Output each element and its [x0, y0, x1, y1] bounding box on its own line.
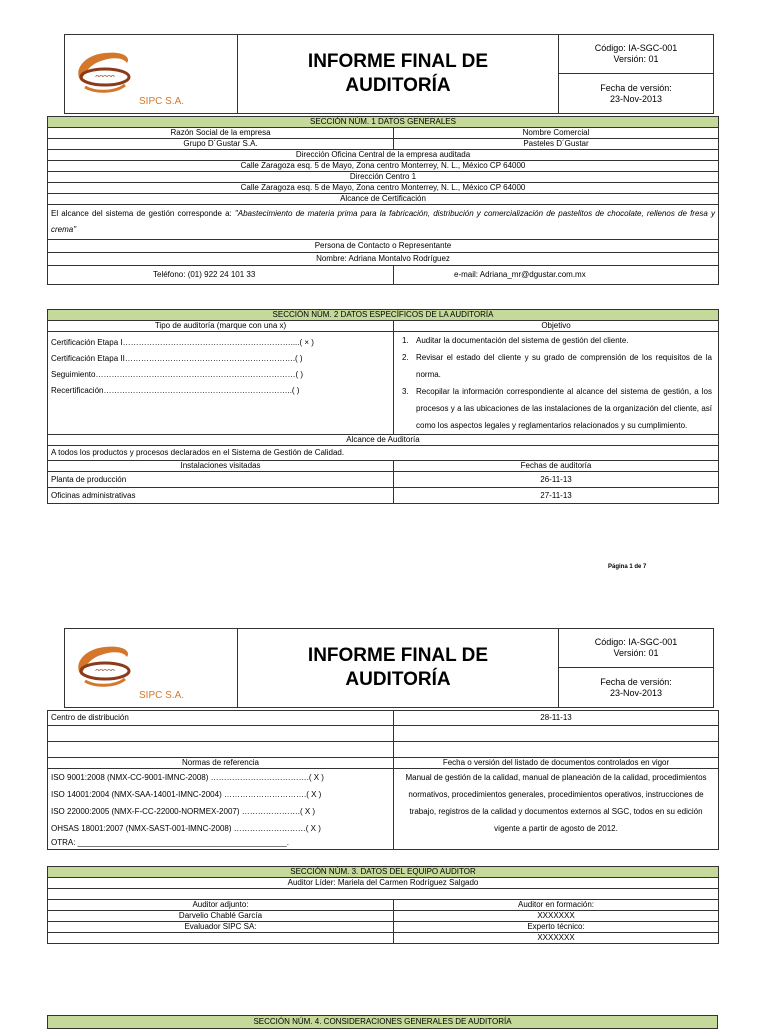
title-cell [238, 35, 559, 114]
dir-centro-label: Dirección Centro 1 [48, 172, 719, 183]
date-label: Fecha de versión: [600, 676, 672, 687]
tipo-item: Certificación Etapa II……………………………………………………….( ) [51, 354, 303, 363]
company-logo-icon [71, 43, 141, 99]
formacion-value: XXXXXXX [394, 911, 719, 922]
fecha-version-label: Fecha o versión del listado de documentos controlados en vigor [394, 758, 719, 769]
dir-central-label: Dirección Oficina Central de la empresa auditada [48, 150, 719, 161]
doc-code: Código: IA-SGC-001 [594, 43, 678, 53]
alcance-auditoria-text: A todos los productos y procesos declarados en el Sistema de Gestión de Calidad. [48, 446, 719, 461]
centro-date: 28-11-13 [394, 711, 719, 726]
objetivo-label: Objetivo [394, 321, 719, 332]
date-value: 23-Nov-2013 [609, 687, 663, 698]
section3-title: SECCIÓN NÚM. 3. DATOS DEL EQUIPO AUDITOR [48, 867, 719, 878]
norma-item: ISO 9001:2008 (NMX-CC-9001-IMNC-2008) ……………………………….( X ) [51, 773, 324, 782]
document-header-page2 [64, 628, 714, 708]
instalacion-name: Oficinas administrativas [48, 488, 394, 504]
adjunto-label: Auditor adjunto: [48, 900, 394, 911]
code-cell [559, 35, 714, 74]
tipo-item: Certificación Etapa I………………………………………………………....( × ) [51, 338, 314, 347]
title-cell [238, 629, 559, 708]
code-cell [559, 629, 714, 668]
telefono: Teléfono: (01) 922 24 101 33 [48, 266, 394, 285]
razon-label: Razón Social de la empresa [48, 128, 394, 139]
section1-table [47, 116, 719, 285]
title-line1: INFORME FINAL DE [307, 51, 489, 72]
razon-value: Grupo D´Gustar S.A. [48, 139, 394, 150]
section4-title: SECCIÓN NÚM. 4. CONSIDERACIONES GENERALES DE AUDITORÍA [48, 1016, 718, 1029]
title-line1: INFORME FINAL DE [307, 645, 489, 666]
section4-table [47, 1015, 718, 1029]
centro-name: Centro de distribución [48, 711, 394, 726]
objetivo-item: 1. Auditar la documentación del sistema de gestión del cliente. [402, 336, 629, 345]
page2-table [47, 710, 719, 850]
nombre-value: Pasteles D´Gustar [394, 139, 719, 150]
company-logo-icon [71, 637, 141, 693]
fecha-version-text: Manual de gestión de la calidad, manual de planeación de la calidad, procedimientos normativos, procedimientos generales, procedimientos operativos, instrucciones de trabajo, registros de la calidad y documentos externos al SGC, todos en su edición vigente a partir de agosto de 2012. [394, 769, 719, 850]
section3-table [47, 866, 719, 944]
alcance-auditoria-label: Alcance de Auditoría [48, 435, 719, 446]
alcance-text: "Abastecimiento de materia prima para la fabricación, distribución y comercialización de pastelitos de chocolate, rellenos de fresa y crema" [51, 209, 715, 234]
evaluador-label: Evaluador SIPC SA: [48, 922, 394, 933]
tipo-item: Recertificación……………………………………………………………..( ) [51, 386, 300, 395]
doc-code: Código: IA-SGC-001 [594, 637, 678, 647]
svg-text:ᴖᴖᴖᴖᴖ: ᴖᴖᴖᴖᴖ [95, 74, 115, 81]
dir-centro-value: Calle Zaragoza esq. 5 de Mayo, Zona centro Monterrey, N. L., México CP 64000 [48, 183, 719, 194]
title-line2: AUDITORÍA [345, 669, 451, 690]
norma-item: OTRA: _______________________________________________. [51, 838, 290, 847]
experto-value: XXXXXXX [394, 933, 719, 944]
instalacion-name: Planta de producción [48, 472, 394, 488]
fechas-label: Fechas de auditoría [394, 461, 719, 472]
formacion-label: Auditor en formación: [394, 900, 719, 911]
experto-label: Experto técnico: [394, 922, 719, 933]
instalacion-date: 27-11-13 [394, 488, 719, 504]
date-cell [559, 668, 714, 708]
objetivos-cell [394, 332, 719, 435]
alcance-label: Alcance de Certificación [48, 194, 719, 205]
contacto-nombre: Nombre: Adriana Montalvo Rodríguez [48, 253, 719, 266]
date-value: 23-Nov-2013 [609, 93, 663, 104]
alcance-cell [48, 205, 719, 240]
tipos-cell [48, 332, 394, 435]
page-number: Página 1 de 7 [608, 564, 647, 570]
objetivo-item: 2. Revisar el estado del cliente y su grado de comprensión de los requisitos de la norma. [402, 353, 712, 379]
adjunto-value: Darvelio Chablé García [48, 911, 394, 922]
svg-text:ᴖᴖᴖᴖᴖ: ᴖᴖᴖᴖᴖ [95, 668, 115, 675]
section2-table [47, 309, 719, 504]
auditor-lider: Auditor Líder: Mariela del Carmen Rodríguez Salgado [48, 878, 719, 889]
tipo-label: Tipo de auditoría (marque con una x) [48, 321, 394, 332]
doc-version: Versión: 01 [613, 648, 659, 658]
norma-item: ISO 22000:2005 (NMX-F-CC-22000-NORMEX-2007) ………………….( X ) [51, 807, 316, 816]
objetivo-item: 3. Recopilar la información correspondiente al alcance del sistema de gestión, a los procesos y a las ubicaciones de las instalaciones de la organización del cliente, así como los aspectos legales y reglamentarios relacionados y su cumplimiento. [402, 387, 712, 430]
contacto-label: Persona de Contacto o Representante [48, 240, 719, 253]
instalacion-date: 26-11-13 [394, 472, 719, 488]
section2-title: SECCIÓN NÚM. 2 DATOS ESPECÍFICOS DE LA AUDITORÍA [48, 310, 719, 321]
norma-item: ISO 14001:2004 (NMX-SAA-14001-IMNC-2004) ………………………….( X ) [51, 790, 322, 799]
norma-item: OHSAS 18001:2007 (NMX-SAST-001-IMNC-2008) ………………………( X ) [51, 824, 321, 833]
dir-central-value: Calle Zaragoza esq. 5 de Mayo, Zona centro Monterrey, N. L., México CP 64000 [48, 161, 719, 172]
alcance-prefix: El alcance del sistema de gestión corresponde a: [51, 209, 235, 218]
company-name: SIPC S.A. [139, 690, 185, 701]
tipo-item: Seguimiento…………………………………………………………………( ) [51, 370, 304, 379]
date-cell [559, 74, 714, 114]
nombre-label: Nombre Comercial [394, 128, 719, 139]
instalaciones-label: Instalaciones visitadas [48, 461, 394, 472]
doc-version: Versión: 01 [613, 54, 659, 64]
email: e-mail: Adriana_mr@dgustar.com.mx [394, 266, 719, 285]
document-header [64, 34, 714, 114]
normas-label: Normas de referencia [48, 758, 394, 769]
logo-cell [65, 35, 238, 114]
logo-cell [65, 629, 238, 708]
company-name: SIPC S.A. [139, 96, 185, 107]
date-label: Fecha de versión: [600, 82, 672, 93]
section1-title: SECCIÓN NÚM. 1 DATOS GENERALES [48, 117, 719, 128]
normas-cell [48, 769, 394, 850]
title-line2: AUDITORÍA [345, 75, 451, 96]
